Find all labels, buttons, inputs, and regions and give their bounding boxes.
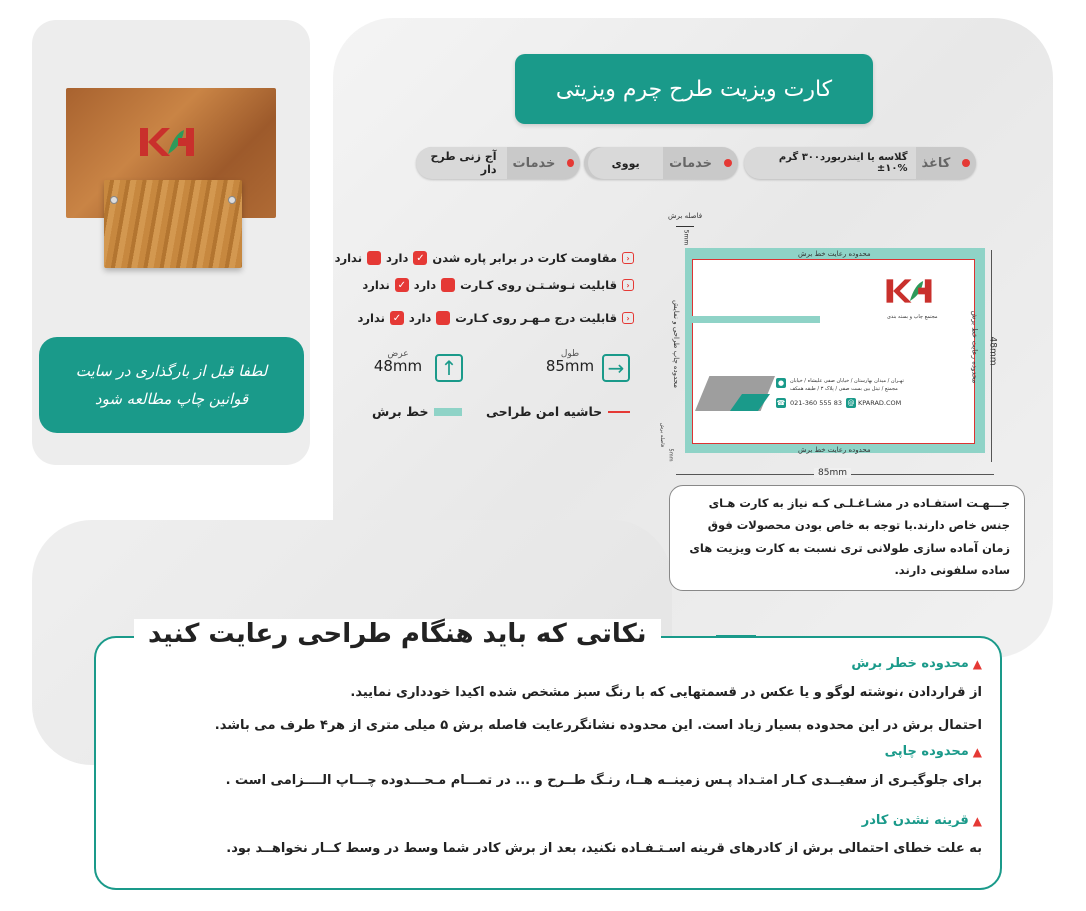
banner-line-2: قوانین چاپ مطالعه شود [94,390,249,408]
bottom-gap-label: فاصله برش [659,422,666,448]
check-icon: ✓ [413,251,427,265]
cut-line-icon [434,408,462,416]
note-text-1b: احتمال برش در این محدوده بسیار زیاد است. این محدوده نشانگررعایت فاصله برش ۵ میلی متری از هر۴ طرف می باشد. [214,718,982,733]
note-text-1a: از قراردادن ،نوشته لوگو و یا عکس در قسمتهایی که با رنگ سبز مشخص شده اکیدا خودداری نمایید. [350,685,982,700]
screw-icon [110,196,118,204]
length-label: طول [560,349,580,359]
notes-title-line [716,635,756,637]
width-dimension [372,350,424,374]
note-text-3: به علت خطای احتمالی برش از کادرهای قرینه اسـتـفـاده نکنید، بعد از برش کادر شما وسط در وسط کــار نخواهــد بود. [226,841,982,856]
empty-box-icon [367,251,381,265]
feature-has: دارد [413,278,437,292]
note-heading-3-text: قرینه نشدن کادر [861,813,969,828]
warning-icon: ▲ [972,656,982,671]
width-value: 85mm [814,468,851,478]
length-dimension [544,350,596,374]
service-value: یووی [588,147,663,179]
arrow-up-icon: ↑ [435,354,463,382]
feature-row [335,251,634,265]
web-icon: @ [847,399,855,407]
left-print-label: محدوده چاپ طراحی و نمایش [671,300,680,388]
cut-gap-label: فاصله برش [668,212,703,220]
note-text-2: برای جلوگیـری از سفیــدی کـار امتـداد پـس زمینــه هــا، رنـگ طــرح و ... در تمـــام مـحـــدوده چـــاپ الــــزامی است . [225,773,982,788]
phone-icon: ☎ [776,399,786,407]
product-photo [66,88,276,268]
bottom-cut-label: محدوده رعایت خط برش [798,446,871,454]
service-pill-uv [584,147,738,179]
feature-has: دارد [386,251,409,265]
legend-cut [372,404,462,419]
check-icon: ✓ [395,278,409,292]
note-heading-2-text: محدوده چاپی [884,744,969,759]
chevron-left-icon: ‹ [622,279,634,291]
card-phone: 021-360 555 83 [790,399,842,407]
legend-cut-label: خط برش [372,404,429,419]
cut-gap-arrow [676,226,694,227]
notes-title: نکاتی که باید هنگام طراحی رعایت کنید [134,619,661,649]
note-heading-1 [851,656,982,671]
legend-safe [486,404,630,419]
service-label: خدمات [512,155,556,171]
feature-row [357,311,634,325]
feature-label: قابلیت درج مـهـر روی کـارت [455,311,617,325]
bullet-icon [962,159,970,167]
feature-not: ندارد [362,278,390,292]
bottom-gap-mm: 5mm [667,448,674,462]
paper-label: کاغذ [921,155,951,171]
page-title: کارت ویزیت طرح چرم ویزیتی [515,54,873,124]
gap-mm-label: 5mm [682,229,690,246]
feature-not: ندارد [334,251,363,265]
empty-box-icon [436,311,450,325]
screw-icon [228,196,236,204]
bullet-icon [724,159,732,167]
arrow-right-icon: → [602,354,630,382]
chevron-left-icon: ‹ [622,252,634,264]
paper-pill [744,147,976,179]
service-label: خدمات [669,155,712,171]
card-address-1: تهـران / میدان بهارستان / خیابان صفی علیشاه / خیابان [790,378,904,384]
feature-not: ندارد [357,311,385,325]
warning-icon: ▲ [972,813,982,828]
length-value: 85mm [545,357,595,375]
empty-box-icon [441,278,455,292]
top-cut-label: محدوده رعایت خط برش [798,250,871,258]
bullet-icon [567,159,574,167]
height-value: 48mm [987,336,998,366]
card-website: KPARAD.COM [858,399,902,407]
feature-label: قابلیت نـوشـتـن روی کـارت [460,278,617,292]
service-value: آج زنی طرح دار [416,147,507,179]
chevron-left-icon: ‹ [622,312,634,324]
location-icon: ● [777,379,785,387]
note-heading-2 [885,744,982,759]
card-logo-icon [138,124,208,160]
note-heading-1-text: محدوده خطر برش [851,656,969,671]
description-box: جـــهـت استفـاده در مشـاغـلـی کـه نیاز به کارت هـای جنس خاص دارند.با توجه به خاص بودن محصولات فوق زمان آماده سازی طولانی تری نسبت به کارت ویزیت های ساده سلفونی دارند. [669,485,1025,591]
side-cut-label: محدوده رعایت خط برش [970,310,979,384]
feature-label: مقاومت کارت در برابر پاره شدن [432,251,617,265]
wood-stand [104,180,242,268]
service-pill-emboss [416,147,580,179]
banner-line-1: لطفا قبل از بارگذاری در سایت [75,361,268,380]
note-heading-3 [862,813,982,828]
feature-row [362,278,634,292]
card-address-2: مجمتع / تیتل بین بست صفی / پلاک ۳ / طبقه همکف [790,386,898,392]
legend-safe-label: حاشیه امن طراحی [486,404,603,419]
upload-rules-banner[interactable] [39,337,304,433]
paper-value: گلاسه یا ایندربورد۳۰۰ گرم %۱۰± [744,147,916,179]
feature-has: دارد [408,311,432,325]
warning-icon: ▲ [972,744,982,759]
width-value: 48mm [373,357,423,375]
card-band [685,316,820,323]
safe-line-icon [608,411,630,413]
width-label: عرض [387,349,409,359]
kparad-logo-icon [884,276,944,314]
check-icon: ✓ [390,311,404,325]
logo-subtitle: مجتمع چاپ و بسته بندی [887,314,938,320]
